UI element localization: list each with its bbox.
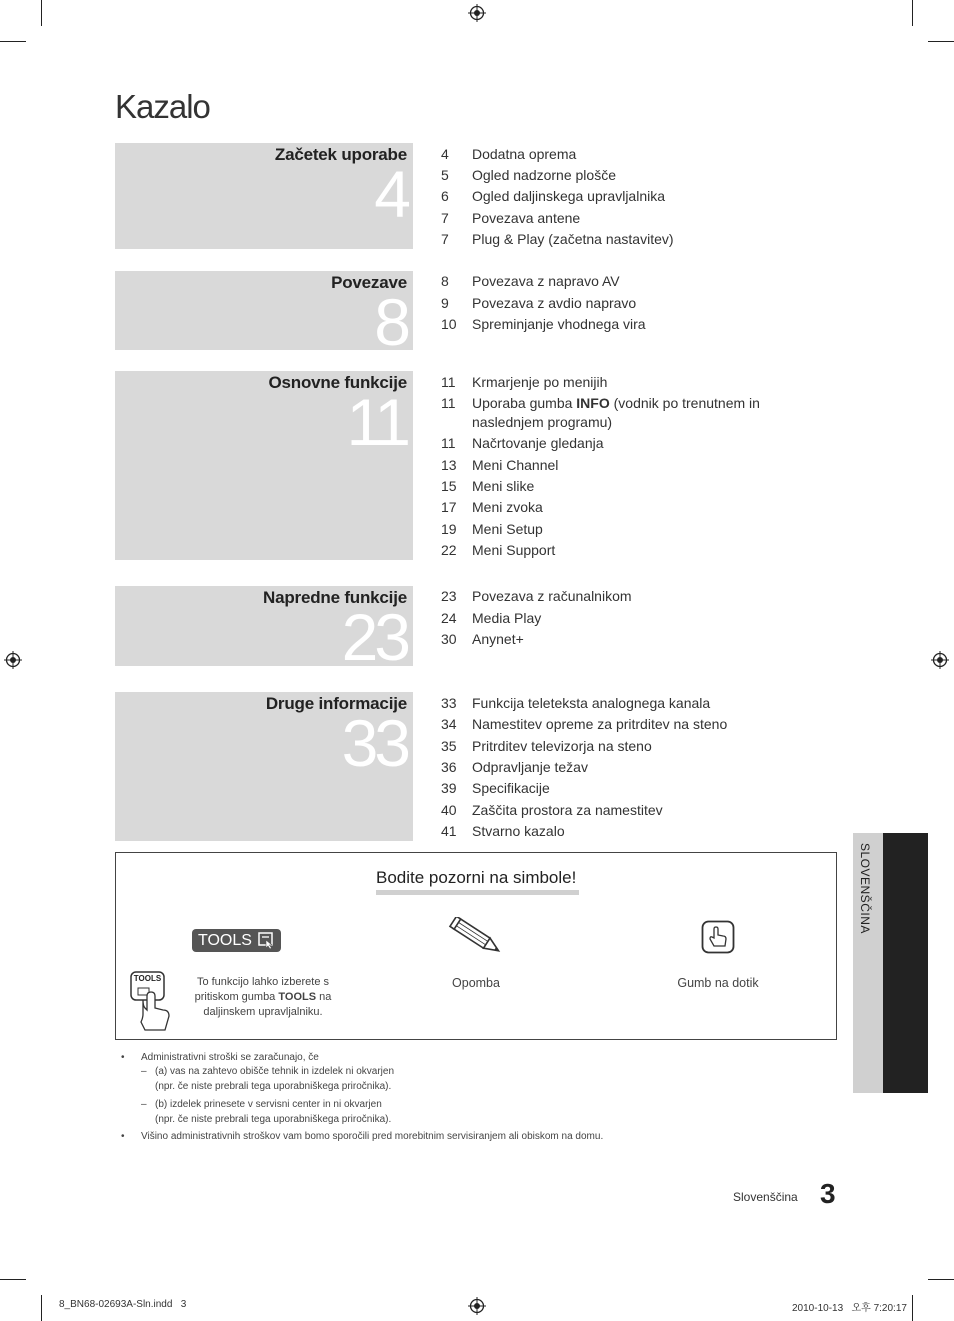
toc-text: Povezava z avdio napravo: [472, 295, 637, 311]
toc-page: 22: [441, 542, 457, 558]
toc-page: 23: [441, 588, 457, 604]
registration-mark-icon: [468, 1297, 486, 1315]
toc-text: Ogled nadzorne plošče: [472, 167, 616, 183]
toc-page: 36: [441, 759, 457, 775]
toc-item[interactable]: [441, 434, 832, 453]
toc-text: Meni Setup: [472, 521, 543, 537]
toc-page: 4: [441, 146, 449, 162]
toc-page: 19: [441, 521, 457, 537]
toc-text: Meni Channel: [472, 457, 559, 473]
crop-mark: [41, 0, 42, 26]
crop-mark: [0, 41, 26, 42]
toc-text: Funkcija teleteksta analognega kanala: [472, 695, 711, 711]
toc-text-part: (vodnik po trenutnem in naslednjem programu): [472, 395, 760, 430]
toc-text: [472, 394, 832, 432]
crop-mark: [912, 0, 913, 26]
toc-text: Dodatna oprema: [472, 146, 577, 162]
toc-page: 33: [441, 695, 457, 711]
crop-mark: [928, 1279, 954, 1280]
toc-page: 35: [441, 738, 457, 754]
toc-text: Meni Support: [472, 542, 556, 558]
touch-button-icon: [701, 920, 735, 954]
tools-desc-text: na daljinskem upravljalniku.: [203, 991, 332, 1018]
note-text: (b) izdelek prinesete v servisni center in ni okvarjen: [155, 1099, 382, 1110]
toc-text: Povezava z napravo AV: [472, 273, 620, 289]
note-text: (a) vas na zahtevo obišče tehnik in izdelek ni okvarjen: [155, 1066, 395, 1077]
section-title: Začetek uporabe: [274, 145, 407, 164]
section-title: Osnovne funkcije: [268, 373, 407, 392]
note-text: Administrativni stroški se zaračunajo, če: [141, 1052, 319, 1063]
toc-page: 15: [441, 478, 457, 494]
toc-text: Specifikacije: [472, 780, 550, 796]
toc-page: 11: [441, 395, 456, 411]
toc-item[interactable]: [441, 587, 832, 606]
toc-item[interactable]: [441, 272, 832, 291]
toc-text: Plug & Play (začetna nastavitev): [472, 231, 674, 247]
section-title: Druge informacije: [265, 694, 407, 713]
toc-page: 10: [441, 316, 457, 332]
crop-mark: [0, 1279, 26, 1280]
toc-text: Zaščita prostora za namestitev: [472, 802, 663, 818]
registration-mark-icon: [931, 651, 949, 669]
pencil-note-icon: [448, 917, 506, 959]
note-dash: –: [141, 1066, 147, 1077]
section-box: [115, 143, 413, 249]
note-text: (npr. če niste prebrali tega uporabniškega priročnika).: [155, 1114, 392, 1125]
toc-item[interactable]: [441, 394, 832, 432]
toc-item[interactable]: [441, 230, 832, 249]
tools-cursor-icon: [258, 932, 276, 949]
registration-mark-icon: [468, 4, 486, 22]
toc-page: 30: [441, 631, 457, 647]
toc-item[interactable]: [441, 373, 832, 392]
toc-page: 5: [441, 167, 449, 183]
toc-item[interactable]: [441, 294, 832, 313]
toc-text: Odpravljanje težav: [472, 759, 588, 775]
toc-text: Meni slike: [472, 478, 535, 494]
note-bullet: •: [121, 1131, 125, 1142]
toc-text: Namestitev opreme za pritrditev na steno: [472, 716, 728, 732]
toc-item[interactable]: [441, 520, 832, 539]
toc-text-part: Uporaba gumba: [472, 395, 577, 411]
tools-desc-bold: TOOLS: [278, 991, 317, 1003]
toc-text: Anynet+: [472, 631, 524, 647]
registration-mark-icon: [4, 651, 22, 669]
crop-mark: [928, 41, 954, 42]
toc-text: Meni zvoka: [472, 499, 543, 515]
section-number: 4: [374, 157, 407, 231]
tools-badge-label: TOOLS: [198, 932, 252, 949]
toc-text: Povezava z računalnikom: [472, 588, 632, 604]
toc-item[interactable]: [441, 715, 832, 734]
crop-mark: [912, 1295, 913, 1321]
tools-badge: [192, 929, 281, 952]
toc-item[interactable]: [441, 694, 832, 713]
note-text: (npr. če niste prebrali tega uporabniškega priročnika).: [155, 1081, 392, 1092]
toc-text: Načrtovanje gledanja: [472, 435, 604, 451]
toc-item[interactable]: [441, 187, 832, 206]
toc-page: 7: [441, 231, 449, 247]
toc-text: Ogled daljinskega upravljalnika: [472, 188, 666, 204]
toc-page: 8: [441, 273, 449, 289]
remote-tools-label: TOOLS: [133, 974, 162, 983]
note-bullet: •: [121, 1052, 125, 1063]
slug-filename: 8_BN68-02693A-Sln.indd 3: [59, 1299, 187, 1310]
section-number: 11: [346, 385, 407, 459]
toc-item[interactable]: [441, 456, 832, 475]
section-number: 23: [341, 600, 407, 674]
toc-page: 34: [441, 716, 457, 732]
toc-item[interactable]: [441, 801, 832, 820]
tools-desc-text: To funkcijo lahko izberete s pritiskom gumba: [194, 976, 330, 1003]
note-text: Višino administrativnih stroškov vam bomo sporočili pred morebitnim servisiranjem ali obiskom na domu.: [141, 1131, 604, 1142]
toc-item[interactable]: [441, 541, 832, 560]
toc-item[interactable]: [441, 630, 832, 649]
toc-text: Stvarno kazalo: [472, 823, 565, 839]
toc-item[interactable]: [441, 209, 832, 228]
toc-item[interactable]: [441, 315, 832, 334]
toc-page: 11: [441, 374, 456, 390]
side-tab-black: [883, 833, 928, 1093]
section-number: 8: [374, 285, 407, 359]
crop-mark: [41, 1295, 42, 1321]
toc-item[interactable]: [441, 145, 832, 164]
slug-date: 2010-10-13 오후 7:20:17: [792, 1303, 907, 1314]
info-button-label: INFO: [576, 395, 610, 411]
note-caption: Opomba: [452, 976, 500, 990]
section-box: [115, 692, 413, 841]
page-number: 3: [820, 1178, 836, 1209]
section-title: Povezave: [331, 273, 407, 292]
toc-item[interactable]: [441, 498, 832, 517]
toc-item[interactable]: [441, 477, 832, 496]
section-box: [115, 586, 413, 674]
toc-item[interactable]: [441, 166, 832, 185]
toc-page: 9: [441, 295, 449, 311]
note-dash: –: [141, 1099, 147, 1110]
toc-text: Media Play: [472, 610, 542, 626]
footer-language: Slovenščina: [733, 1190, 798, 1204]
toc-item[interactable]: [441, 822, 832, 841]
toc-page: 11: [441, 435, 456, 451]
toc-item[interactable]: [441, 737, 832, 756]
toc-page: 41: [441, 823, 457, 839]
toc-text: Krmarjenje po menijih: [472, 374, 608, 390]
toc-item[interactable]: [441, 779, 832, 798]
page-title: Kazalo: [115, 88, 210, 125]
section-box: [115, 371, 413, 560]
toc-text: Spreminjanje vhodnega vira: [472, 316, 646, 332]
toc-page: 17: [441, 499, 457, 515]
section-title: Napredne funkcije: [263, 588, 407, 607]
toc-page: 39: [441, 780, 457, 796]
toc-page: 7: [441, 210, 449, 226]
toc-page: 24: [441, 610, 457, 626]
toc-text: Pritrditev televizorja na steno: [472, 738, 652, 754]
toc-item[interactable]: [441, 758, 832, 777]
toc-page: 40: [441, 802, 457, 818]
section-box: [115, 271, 413, 359]
section-number: 33: [341, 706, 407, 780]
toc-page: 13: [441, 457, 457, 473]
toc-page: 6: [441, 188, 449, 204]
toc-item[interactable]: [441, 609, 832, 628]
symbols-title: Bodite pozorni na simbole!: [376, 868, 579, 895]
touch-caption: Gumb na dotik: [677, 976, 759, 990]
side-tab-label: SLOVENŠČINA: [858, 843, 872, 934]
toc-text: Povezava antene: [472, 210, 581, 226]
tools-description: [175, 975, 351, 1020]
